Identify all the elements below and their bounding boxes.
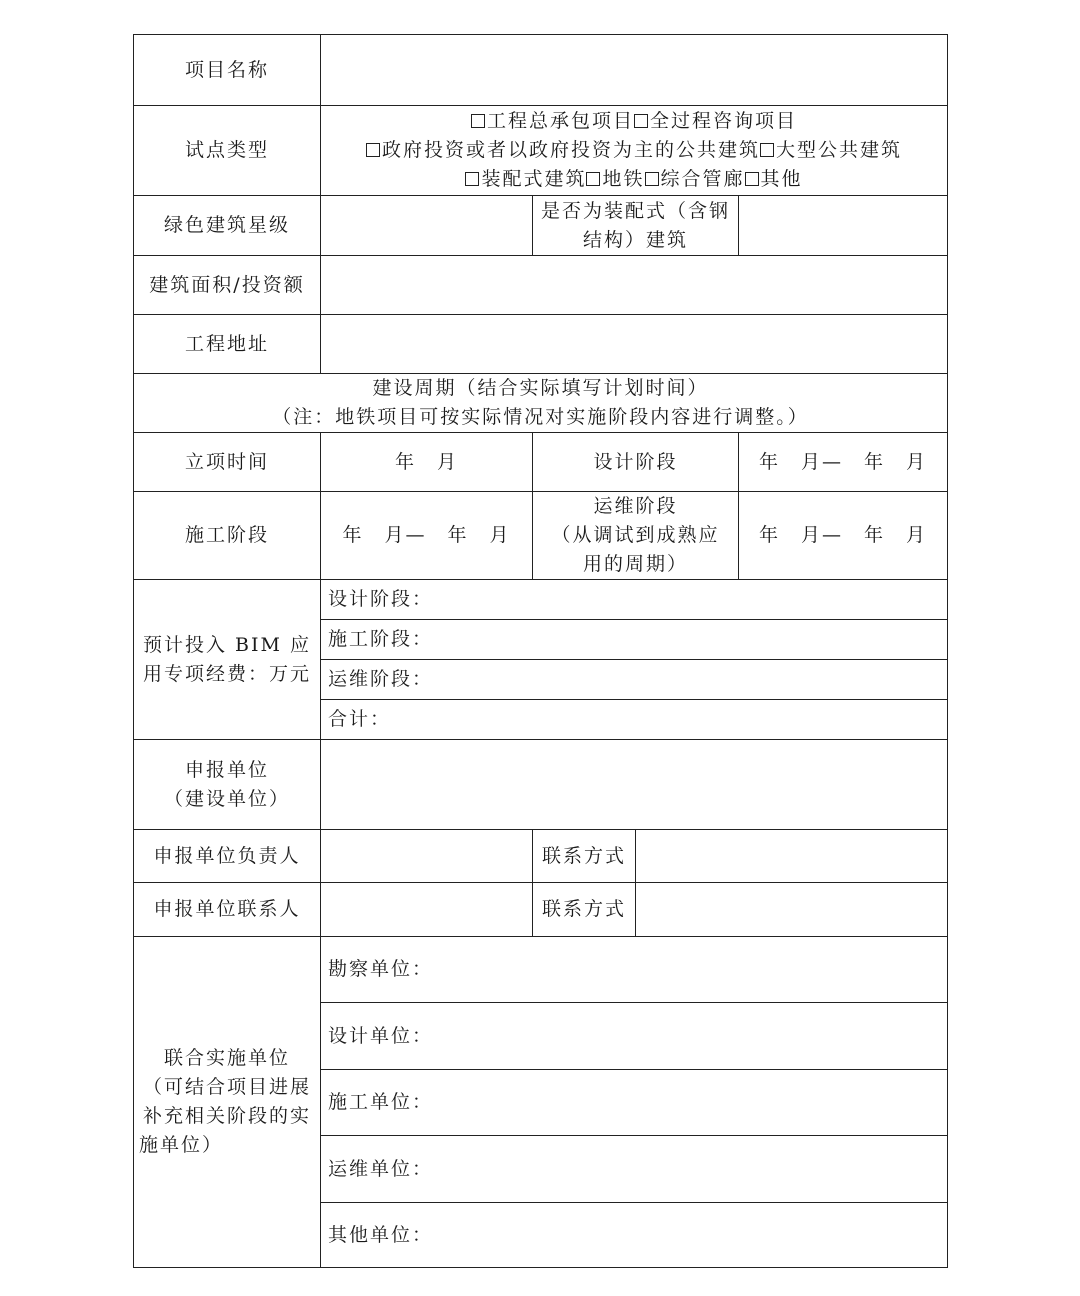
- row-area: [134, 256, 948, 315]
- row-applicant-contact: [134, 883, 948, 937]
- pilot-type-label: 试点类型: [134, 106, 321, 196]
- om-stage-label: 运维阶段 （从调试到成熟应 用的周期）: [533, 492, 739, 580]
- design-stage-label: 设计阶段: [533, 433, 739, 492]
- pilot-option-utility-tunnel[interactable]: 综合管廊: [645, 168, 745, 190]
- row-approval: [134, 433, 948, 492]
- row-joint-survey: [134, 937, 948, 1003]
- row-green-star: [134, 196, 948, 256]
- row-applicant: [134, 740, 948, 830]
- applicant-contact-value[interactable]: [321, 883, 533, 937]
- pilot-option-prefab[interactable]: 装配式建筑: [465, 168, 586, 190]
- fee-construction-field[interactable]: 施工阶段：: [321, 620, 948, 660]
- pilot-type-options: [321, 106, 948, 196]
- application-form-table: [133, 34, 948, 1268]
- bim-fee-label: 预计投入 BIM 应 用专项经费：万元: [134, 580, 321, 740]
- checkbox-icon[interactable]: [366, 143, 380, 157]
- period-header: [134, 374, 948, 433]
- applicant-value[interactable]: [321, 740, 948, 830]
- approval-value[interactable]: 年 月: [321, 433, 533, 492]
- checkbox-icon[interactable]: [760, 143, 774, 157]
- checkbox-icon[interactable]: [465, 172, 479, 186]
- fee-om-field[interactable]: 运维阶段：: [321, 660, 948, 700]
- period-note: （注：地铁项目可按实际情况对实施阶段内容进行调整。）: [272, 406, 809, 428]
- row-fee-design: [134, 580, 948, 620]
- green-star-label: 绿色建筑星级: [134, 196, 321, 256]
- checkbox-icon[interactable]: [586, 172, 600, 186]
- om-stage-value[interactable]: 年 月— 年 月: [739, 492, 948, 580]
- pilot-option-gov-public[interactable]: 政府投资或者以政府投资为主的公共建筑: [366, 139, 760, 161]
- design-stage-value[interactable]: 年 月— 年 月: [739, 433, 948, 492]
- joint-construction-field[interactable]: 施工单位：: [321, 1070, 948, 1136]
- joint-design-field[interactable]: 设计单位：: [321, 1003, 948, 1070]
- pilot-option-large-public[interactable]: 大型公共建筑: [760, 139, 902, 161]
- area-value[interactable]: [321, 256, 948, 315]
- row-project-name: [134, 35, 948, 106]
- pilot-option-epc[interactable]: 工程总承包项目: [471, 110, 634, 132]
- fee-total-field[interactable]: 合计：: [321, 700, 948, 740]
- row-address: [134, 315, 948, 374]
- joint-units-label: 联合实施单位 （可结合项目进展 补充相关阶段的实 施单位）: [134, 937, 321, 1268]
- green-star-value[interactable]: [321, 196, 533, 256]
- construction-stage-value[interactable]: 年 月— 年 月: [321, 492, 533, 580]
- applicant-head-label: 申报单位负责人: [134, 830, 321, 883]
- applicant-head-contact-value[interactable]: [636, 830, 948, 883]
- applicant-contact-label: 申报单位联系人: [134, 883, 321, 937]
- checkbox-icon[interactable]: [634, 114, 648, 128]
- joint-om-field[interactable]: 运维单位：: [321, 1136, 948, 1203]
- applicant-head-contact-label: 联系方式: [533, 830, 636, 883]
- pilot-option-consulting[interactable]: 全过程咨询项目: [634, 110, 797, 132]
- address-label: 工程地址: [134, 315, 321, 374]
- applicant-contact-method-label: 联系方式: [533, 883, 636, 937]
- area-label: 建筑面积/投资额: [134, 256, 321, 315]
- fee-design-field[interactable]: 设计阶段：: [321, 580, 948, 620]
- joint-other-field[interactable]: 其他单位：: [321, 1203, 948, 1268]
- row-construction: [134, 492, 948, 580]
- row-applicant-head: [134, 830, 948, 883]
- joint-survey-field[interactable]: 勘察单位：: [321, 937, 948, 1003]
- prefab-label: 是否为装配式（含钢 结构）建筑: [533, 196, 739, 256]
- row-period-header: [134, 374, 948, 433]
- applicant-contact-method-value[interactable]: [636, 883, 948, 937]
- pilot-option-other[interactable]: 其他: [745, 168, 803, 190]
- approval-label: 立项时间: [134, 433, 321, 492]
- checkbox-icon[interactable]: [645, 172, 659, 186]
- pilot-option-metro[interactable]: 地铁: [586, 168, 644, 190]
- row-pilot-type: [134, 106, 948, 196]
- checkbox-icon[interactable]: [745, 172, 759, 186]
- project-name-label: 项目名称: [134, 35, 321, 106]
- prefab-value[interactable]: [739, 196, 948, 256]
- address-value[interactable]: [321, 315, 948, 374]
- applicant-head-value[interactable]: [321, 830, 533, 883]
- period-title: 建设周期（结合实际填写计划时间）: [372, 377, 709, 399]
- project-name-value[interactable]: [321, 35, 948, 106]
- applicant-label: 申报单位 （建设单位）: [134, 740, 321, 830]
- construction-stage-label: 施工阶段: [134, 492, 321, 580]
- checkbox-icon[interactable]: [471, 114, 485, 128]
